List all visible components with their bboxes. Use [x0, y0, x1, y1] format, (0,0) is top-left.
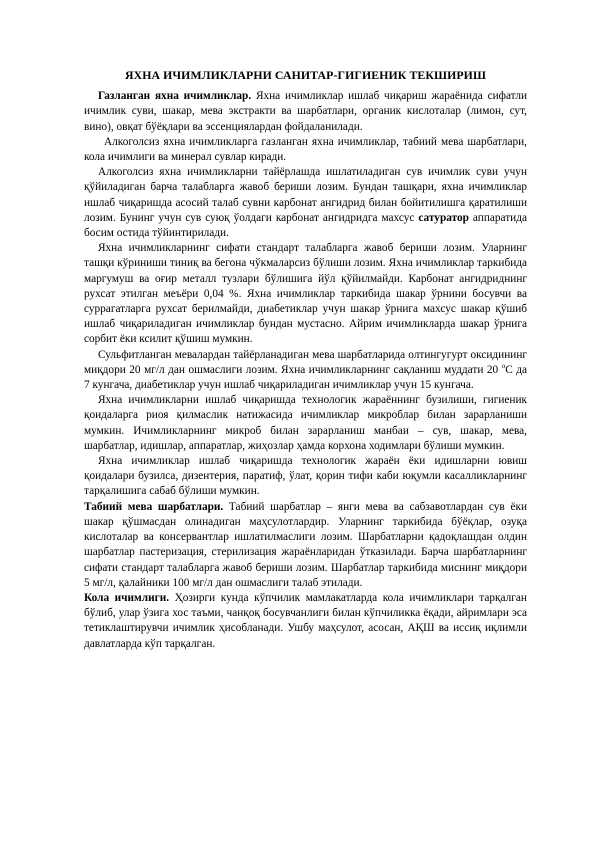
- document-title: ЯХНА ИЧИМЛИКЛАРНИ САНИТАР-ГИГИЕНИК ТЕКШИРИШ: [124, 68, 487, 82]
- paragraph-carbonated-drinks: [84, 89, 527, 135]
- heading-carbonated-drinks: Газланган яхна ичимликлар.: [98, 90, 252, 103]
- paragraph-text: Сульфитланган мевалардан тайёрланадиган мева шарбатларида олтингугурт оксидининг миқдори 20 мг/л дан ошмаслиги лозим. Яхна ичимликларнинг сақланиш муддати 20: [84, 348, 527, 376]
- paragraph-text: Ҳозирги кунда кўпчилик мамлакатларда кола ичимликлари тарқалган бўлиб, улар ўзига хос таъми, чанқоқ босувчанлиги билан кўпчиликка ёқади, айримлари эса тетиклаштирувчи ичимлик ҳисобланади. Ушбу маҳсулот, асосан, АҚШ ва иссиқ иқлимли давлатларда кўп тарқалган.: [84, 591, 527, 650]
- paragraph-microbial-contamination: Яхна ичимликларни ишлаб чиқаришда технологик жараённинг бузилиши, гигиеник қоидаларга риоя қилмаслик натижасида ичимликлар микроблар билан зарарланиши мумкин. Ичимликларнинг микроб билан зарарланиш манбаи – сув, шакар, мева, шарбатлар, идишлар, аппаратлар, жиҳозлар ҳамда корхона ходимлари бўлиши мумкин.: [84, 394, 527, 452]
- paragraph-text: Табиий шарбатлар – янги мева ва сабзавотлардан сув ёки шакар қўшмасдан олинадиган маҳсулотлардир. Уларнинг таркибида бўёқлар, озуқа кислоталар ва консервантлар ишлатилмаслиги лозим. Шарбатларни қадоқлашдан олдин шарбатлар пастеризация, стерилизация жараёнларидан ўтказилади. Барча шарбатларнинг сифати стандарт талабларга жавоб бериши лозим. Шарбатлар таркибида миснинг миқдори 5 мг/л, қалайники 100 мг/л дан ошмаслиги талаб этилади.: [84, 500, 527, 589]
- paragraph-quality-standards: Яхна ичимликларнинг сифати стандарт талабларга жавоб бериши лозим. Уларнинг ташқи кўриниши тиниқ ва бегона чўкмаларсиз бўлиши лозим. Яхна ичимликлар таркибида маргумуш ва оғир металл тузлари бўлишига йўл қўйилмайди. Карбонат ангидриднинг рухсат этилган меъёри 0,04 %. Яхна ичимликлар таркибида шакар ўрнини босувчи ва суррагатларга рухсат берилмайди, диабетиклар учун шакар ўрнига махсус шакар қўшиб ишлаб чиқариладиган ичимликлар бундан мустасно. Айрим ичимликларда шакар ўрнига сорбит ёки ксилит қўшиш мумкин.: [84, 242, 527, 346]
- paragraph-nonalcoholic-types: Алкоголсиз яхна ичимликларга газланган яхна ичимликлар, табиий мева шарбатлари, кола ичимлиги ва минерал сувлар киради.: [84, 135, 527, 164]
- paragraph-natural-juices: [84, 500, 527, 591]
- paragraph-sulfite-storage: [84, 348, 527, 394]
- paragraph-cola: [84, 591, 527, 652]
- document-page: [84, 68, 527, 652]
- heading-cola: Кола ичимлиги.: [84, 591, 170, 604]
- term-saturator: сатуратор: [418, 211, 469, 224]
- paragraph-text: Алкоголсиз яхна ичимликларни тайёрлашда ишлатиладиган сув ичимлик суви учун қўйиладиган барча талабларга жавоб бериши лозим. Бундан ташқари, яхна ичимликлар ишлаб чиқаришда асосий талаб сувни карбонат ангидрид билан бойитилишга қаратилиши лозим. Бунинг учун сув суюқ ўолдаги карбонат ангидридга махсус: [84, 166, 527, 224]
- paragraph-text: С да 7 кунгача, диабетиклар учун ишлаб чиқариладиган ичимликлар учун 15 кунгача.: [84, 363, 527, 392]
- paragraph-text: аппаратида босим остида тўйинтирилади.: [84, 211, 527, 240]
- degree-mark: о: [501, 362, 506, 371]
- paragraph-water-requirements: [84, 165, 527, 241]
- paragraph-text: Яхна ичимликлар ишлаб чиқариш жараёнида сифатли ичимлик суви, шакар, мева экстракти ва шарбатлари, органик кислоталар (лимон, сут, вино), овқат бўёқлари ва эссенциялардан фойдаланилади.: [84, 90, 528, 133]
- paragraph-infectious-diseases: Яхна ичимликлар ишлаб чиқаришда технологик жараён ёки идишларни ювиш қоидалари бузилса, дизентерия, паратиф, ўлат, қорин тифи каби юқумли касалликларнинг тарқалишига сабаб бўлиши мумкин.: [84, 455, 527, 498]
- heading-natural-juices: Табиий мева шарбатлари.: [84, 500, 224, 513]
